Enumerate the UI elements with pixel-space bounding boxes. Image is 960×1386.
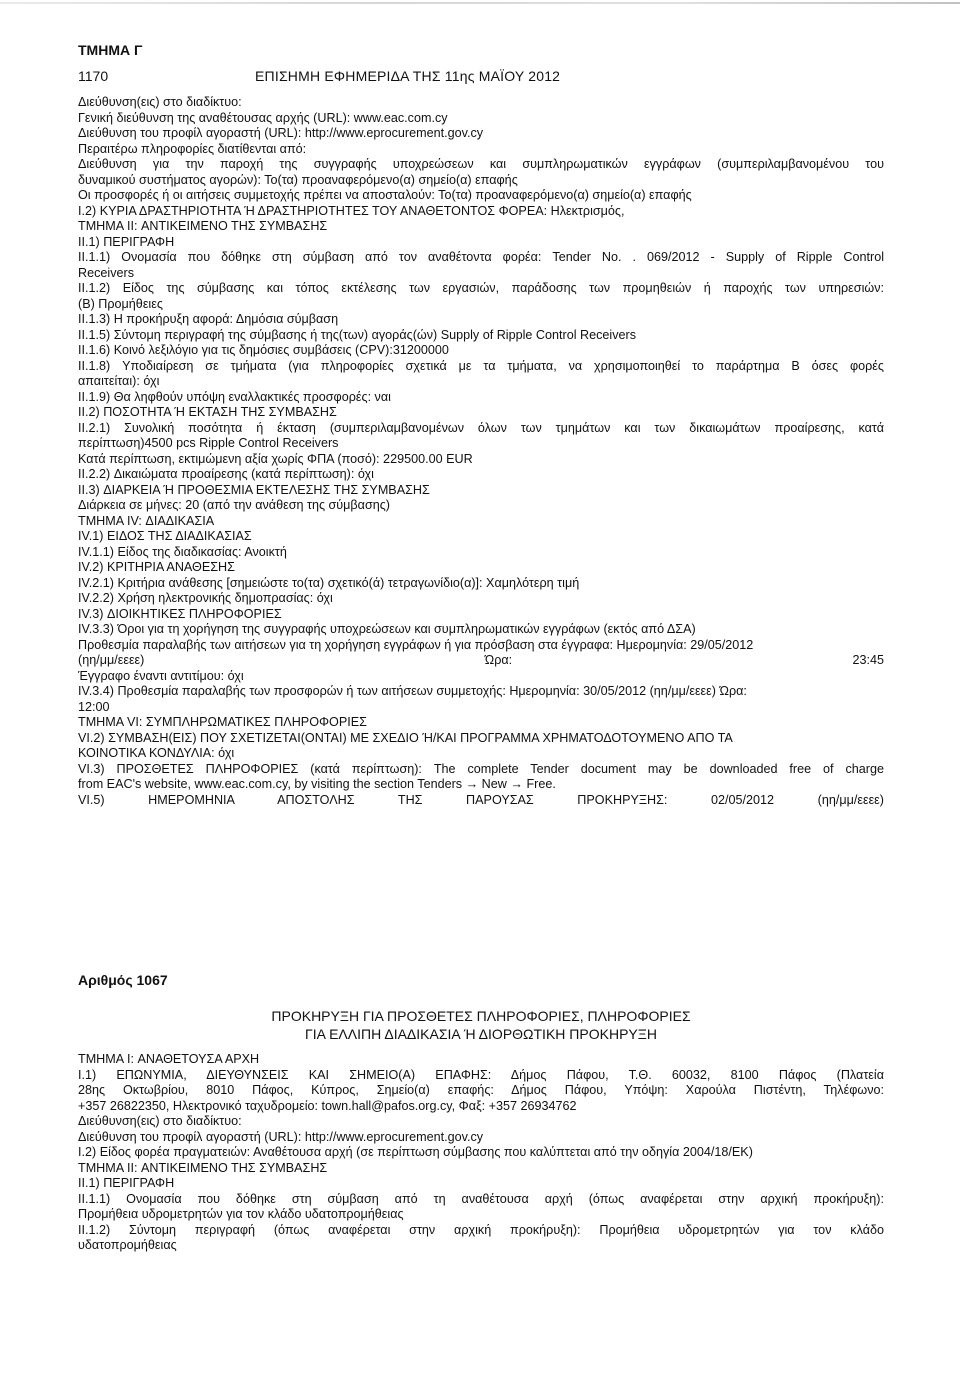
- text-line: 28ης Οκτωβρίου, 8010 Πάφος, Κύπρος, Σημείο(α) επαφής: Δήμος Πάφου, Υπόψη: Χαρούλα Πιστέντη, Τηλέφωνο:: [78, 1083, 884, 1097]
- text-line: Διεύθυνση για την παροχή της συγγραφής υποχρεώσεων και συμπληρωματικών εγγράφων (συμπεριλαμβανομένου του: [78, 157, 884, 171]
- text-line: II.2.1) Συνολική ποσότητα ή έκταση (συμπεριλαμβανομένων όλων των τμημάτων και των δικαιωμάτων προαίρεσης, κατά: [78, 420, 884, 435]
- text-line: δυναμικού συστήματος αγορών): Το(τα) προαναφερόμενο(α) σημείο(α) επαφής: [78, 172, 518, 187]
- text-line: from EAC's website, www.eac.com.cy, by visiting the section Tenders → New → Free.: [78, 777, 556, 791]
- text-line: I.1) ΕΠΩΝΥΜΙΑ, ΔΙΕΥΘΥΝΣΕΙΣ ΚΑΙ ΣΗΜΕΙΟ(Α) ΕΠΑΦΗΣ: Δήμος Πάφου, Τ.Θ. 60032, 8100 Πάφος (Πλατεία: [78, 1067, 884, 1082]
- text-line: II.1.6) Κοινό λεξιλόγιο για τις δημόσιες συμβάσεις (CPV):31200000: [78, 343, 449, 357]
- text-line: ΤΜΗΜΑ II: ΑΝΤΙΚΕΙΜΕΝΟ ΤΗΣ ΣΥΜΒΑΣΗΣ: [78, 1160, 328, 1175]
- text-line: υδατοπρομήθειας: [78, 1238, 177, 1252]
- text-line: +357 26822350, Ηλεκτρονικό ταχυδρομείο: town.hall@pafos.org.cy, Φαξ: +357 26934762: [78, 1098, 577, 1113]
- text-line: ΤΜΗΜΑ I: ΑΝΑΘΕΤΟΥΣΑ ΑΡΧΗ: [78, 1052, 260, 1066]
- text-line: ΤΜΗΜΑ II: ΑΝΤΙΚΕΙΜΕΝΟ ΤΗΣ ΣΥΜΒΑΣΗΣ: [78, 219, 328, 233]
- text-line: απαιτείται): όχι: [78, 374, 160, 388]
- text-line: VI.5) ΗΜΕΡΟΜΗΝΙΑ ΑΠΟΣΤΟΛΗΣ ΤΗΣ ΠΑΡΟΥΣΑΣ ΠΡΟΚΗΡΥΞΗΣ: 02/05/2012 (ηη/μμ/εεεε): [78, 792, 884, 807]
- text-line: Receivers: [78, 265, 134, 280]
- text-line: Διεύθυνση του προφίλ αγοραστή (URL): http://www.eprocurement.gov.cy: [78, 126, 484, 140]
- text-line: 12:00: [78, 699, 110, 714]
- text-line: Έγγραφο έναντι αντιτίμου: όχι: [78, 668, 244, 683]
- notice-number: Αριθμός 1067: [78, 972, 168, 988]
- text-line: II.1.1) Ονομασία που δόθηκε στη σύμβαση από τη αναθέτουσα αρχή (όπως αναφέρεται στην αρχική προκήρυξη):: [78, 1191, 884, 1206]
- gazette-title: ΕΠΙΣΗΜΗ ΕΦΗΜΕΡΙΔΑ ΤΗΣ 11ης ΜΑΪΟΥ 2012: [255, 68, 561, 84]
- text-line: IV.3) ΔΙΟΙΚΗΤΙΚΕΣ ΠΛΗΡΟΦΟΡΙΕΣ: [78, 606, 282, 621]
- text-line: ΚΟΙΝΟΤΙΚΑ ΚΟΝΔΥΛΙΑ: όχι: [78, 746, 235, 760]
- text-line: II.1.5) Σύντομη περιγραφή της σύμβασης ή της(των) αγοράς(ών) Supply of Ripple Control Receivers: [78, 327, 637, 342]
- text-line: Προμήθεια υδρομετρητών για τον κλάδο υδατοπρομήθειας: [78, 1207, 404, 1221]
- text-line: ΤΜΗΜΑ VI: ΣΥΜΠΛΗΡΩΜΑΤΙΚΕΣ ΠΛΗΡΟΦΟΡΙΕΣ: [78, 715, 367, 729]
- text-line: Κατά περίπτωση, εκτιμώμενη αξία χωρίς ΦΠΑ (ποσό): 229500.00 EUR: [78, 451, 473, 466]
- text-line: II.1) ΠΕΡΙΓΡΑΦΗ: [78, 234, 175, 249]
- text-line: II.1) ΠΕΡΙΓΡΑΦΗ: [78, 1176, 175, 1190]
- text-line: I.2) Είδος φορέα πραγματειών: Αναθέτουσα αρχή (σε περίπτωση σύμβασης που καλύπτεται από την οδηγία 2004/18/ΕΚ): [78, 1145, 753, 1159]
- text-line: Διεύθυνση(εις) στο διαδίκτυο:: [78, 95, 242, 109]
- notice-title-line-2: ΓΙΑ ΕΛΛΙΠΗ ΔΙΑΔΙΚΑΣΙΑ Ή ΔΙΟΡΘΩΤΙΚΗ ΠΡΟΚΗΡΥΞΗ: [305, 1026, 657, 1042]
- text-line: IV.1) ΕΙΔΟΣ ΤΗΣ ΔΙΑΔΙΚΑΣΙΑΣ: [78, 529, 252, 543]
- text-line: Διάρκεια σε μήνες: 20 (από την ανάθεση της σύμβασης): [78, 498, 390, 512]
- text-line: IV.2.1) Κριτήρια ανάθεσης [σημειώστε το(τα) σχετικό(ά) τετραγωνίδιο(α)]: Χαμηλότερη τιμή: [78, 575, 580, 590]
- text-line: (ηη/μμ/εεεε) Ώρα: 23:45: [78, 653, 884, 667]
- text-line: II.2.2) Δικαιώματα προαίρεσης (κατά περίπτωση): όχι: [78, 467, 374, 481]
- text-line: II.1.3) Η προκήρυξη αφορά: Δημόσια σύμβαση: [78, 312, 339, 326]
- page-number: 1170: [78, 68, 109, 84]
- text-line: IV.3.3) Όροι για τη χορήγηση της συγγραφής υποχρεώσεων και συμπληρωματικών εγγράφων (εκτός από ΔΣΑ): [78, 622, 696, 636]
- text-line: Οι προσφορές ή οι αιτήσεις συμμετοχής πρέπει να αποσταλούν: Το(τα) προαναφερόμενο(α) σημείο(α) επαφής: [78, 188, 692, 202]
- text-line: II.1.9) Θα ληφθούν υπόψη εναλλακτικές προσφορές: ναι: [78, 389, 391, 404]
- text-line: II.1.2) Σύντομη περιγραφή (όπως αναφέρεται στην αρχική προκήρυξη): Προμήθεια υδρομετρητών για τον κλάδο: [78, 1222, 884, 1237]
- text-line: II.1.2) Είδος της σύμβασης και τόπος εκτέλεσης των εργασιών, παράδοσης των προμηθειών ή παροχής των υπηρεσιών:: [78, 281, 884, 295]
- text-line: II.1.1) Ονομασία που δόθηκε στη σύμβαση από τον αναθέτοντα φορέα: Tender No. . 069/2012 - Supply of Ripple Control: [78, 250, 884, 264]
- text-line: IV.2.2) Χρήση ηλεκτρονικής δημοπρασίας: όχι: [78, 591, 333, 605]
- text-line: Διεύθυνση του προφίλ αγοραστή (URL): http://www.eprocurement.gov.cy: [78, 1129, 484, 1144]
- notice-2-body: [78, 1052, 884, 1254]
- text-line: Προθεσμία παραλαβής των αιτήσεων για τη χορήγηση εγγράφων ή για πρόσβαση στα έγγραφα: Ημερομηνία: 29/05/2012: [78, 637, 754, 652]
- text-line: ΤΜΗΜΑ IV: ΔΙΑΔΙΚΑΣΙΑ: [78, 513, 215, 528]
- text-line: Διεύθυνση(εις) στο διαδίκτυο:: [78, 1114, 242, 1128]
- text-line: IV.3.4) Προθεσμία παραλαβής των προσφορών ή των αιτήσεων συμμετοχής: Ημερομηνία: 30/05/2012 (ηη/μμ/εεεε) Ώρα:: [78, 684, 747, 698]
- text-line: περίπτωση)4500 pcs Ripple Control Receivers: [78, 436, 339, 450]
- section-label: ΤΜΗΜΑ Γ: [78, 42, 143, 58]
- notice-1-body: [78, 95, 884, 808]
- text-line: II.1.8) Υποδιαίρεση σε τμήματα (για πληροφορίες σχετικά με τα τμήματα, να χρησιμοποιηθεί το παράρτημα Β όσες φορές: [78, 358, 884, 373]
- text-line: II.2) ΠΟΣΟΤΗΤΑ Ή ΕΚΤΑΣΗ ΤΗΣ ΣΥΜΒΑΣΗΣ: [78, 405, 337, 419]
- text-line: VI.2) ΣΥΜΒΑΣΗ(ΕΙΣ) ΠΟΥ ΣΧΕΤΙΖΕΤΑΙ(ΟΝΤΑΙ) ΜΕ ΣΧΕΔΙΟ Ή/ΚΑΙ ΠΡΟΓΡΑΜΜΑ ΧΡΗΜΑΤΟΔΟΤΟΥΜΕΝΟ ΑΠΟ ΤΑ: [78, 730, 733, 745]
- text-line: VI.3) ΠΡΟΣΘΕΤΕΣ ΠΛΗΡΟΦΟΡΙΕΣ (κατά περίπτωση): The complete Tender document may be downloaded free of charge: [78, 761, 884, 776]
- text-line: Περαιτέρω πληροφορίες διατίθενται από:: [78, 141, 307, 156]
- text-line: IV.2) ΚΡΙΤΗΡΙΑ ΑΝΑΘΕΣΗΣ: [78, 560, 235, 574]
- notice-title-line-1: ΠΡΟΚΗΡΥΞΗ ΓΙΑ ΠΡΟΣΘΕΤΕΣ ΠΛΗΡΟΦΟΡΙΕΣ, ΠΛΗΡΟΦΟΡΙΕΣ: [271, 1008, 691, 1024]
- text-line: I.2) ΚΥΡΙΑ ΔΡΑΣΤΗΡΙΟΤΗΤΑ Ή ΔΡΑΣΤΗΡΙΟΤΗΤΕΣ ΤΟΥ ΑΝΑΘΕΤΟΝΤΟΣ ΦΟΡΕΑ: Ηλεκτρισμός,: [78, 203, 625, 218]
- text-line: II.3) ΔΙΑΡΚΕΙΑ Ή ΠΡΟΘΕΣΜΙΑ ΕΚΤΕΛΕΣΗΣ ΤΗΣ ΣΥΜΒΑΣΗΣ: [78, 482, 430, 497]
- text-line: (Β) Προμήθειες: [78, 296, 163, 311]
- text-line: IV.1.1) Είδος της διαδικασίας: Ανοικτή: [78, 544, 287, 559]
- text-line: Γενική διεύθυνση της αναθέτουσας αρχής (URL): www.eac.com.cy: [78, 110, 448, 125]
